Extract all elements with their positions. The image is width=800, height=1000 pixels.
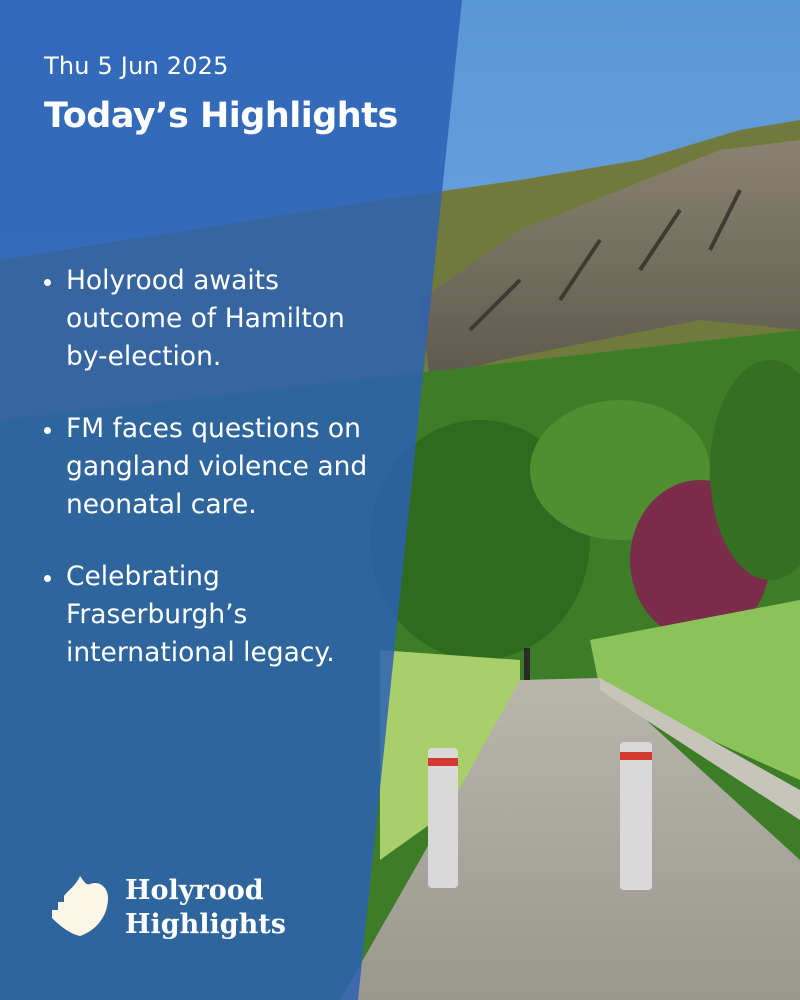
list-item — [42, 262, 382, 376]
date-label: Thu 5 Jun 2025 — [44, 52, 229, 80]
bollard-right — [620, 742, 652, 890]
page-title: Today’s Highlights — [44, 96, 398, 136]
highlights-list — [42, 262, 382, 706]
bullet-icon — [44, 427, 51, 434]
bollard-left-band — [428, 758, 458, 766]
bollard-left — [428, 748, 458, 888]
list-item-text: FM faces questions on gangland violence and neonatal care. — [66, 413, 368, 520]
list-item — [42, 410, 382, 524]
walker — [524, 648, 530, 680]
bullet-icon — [44, 279, 51, 286]
list-item-text: Holyrood awaits outcome of Hamilton by-election. — [66, 265, 345, 372]
brand-line-1: Holyrood — [125, 875, 264, 906]
leaf-logo-icon — [50, 872, 110, 938]
bullet-icon — [44, 575, 51, 582]
brand-line-2: Highlights — [125, 909, 286, 940]
brand-name — [125, 874, 286, 942]
list-item-text: Celebrating Fraserburgh’s international legacy. — [66, 561, 335, 668]
bollard-right-band — [620, 752, 652, 760]
list-item — [42, 558, 382, 672]
